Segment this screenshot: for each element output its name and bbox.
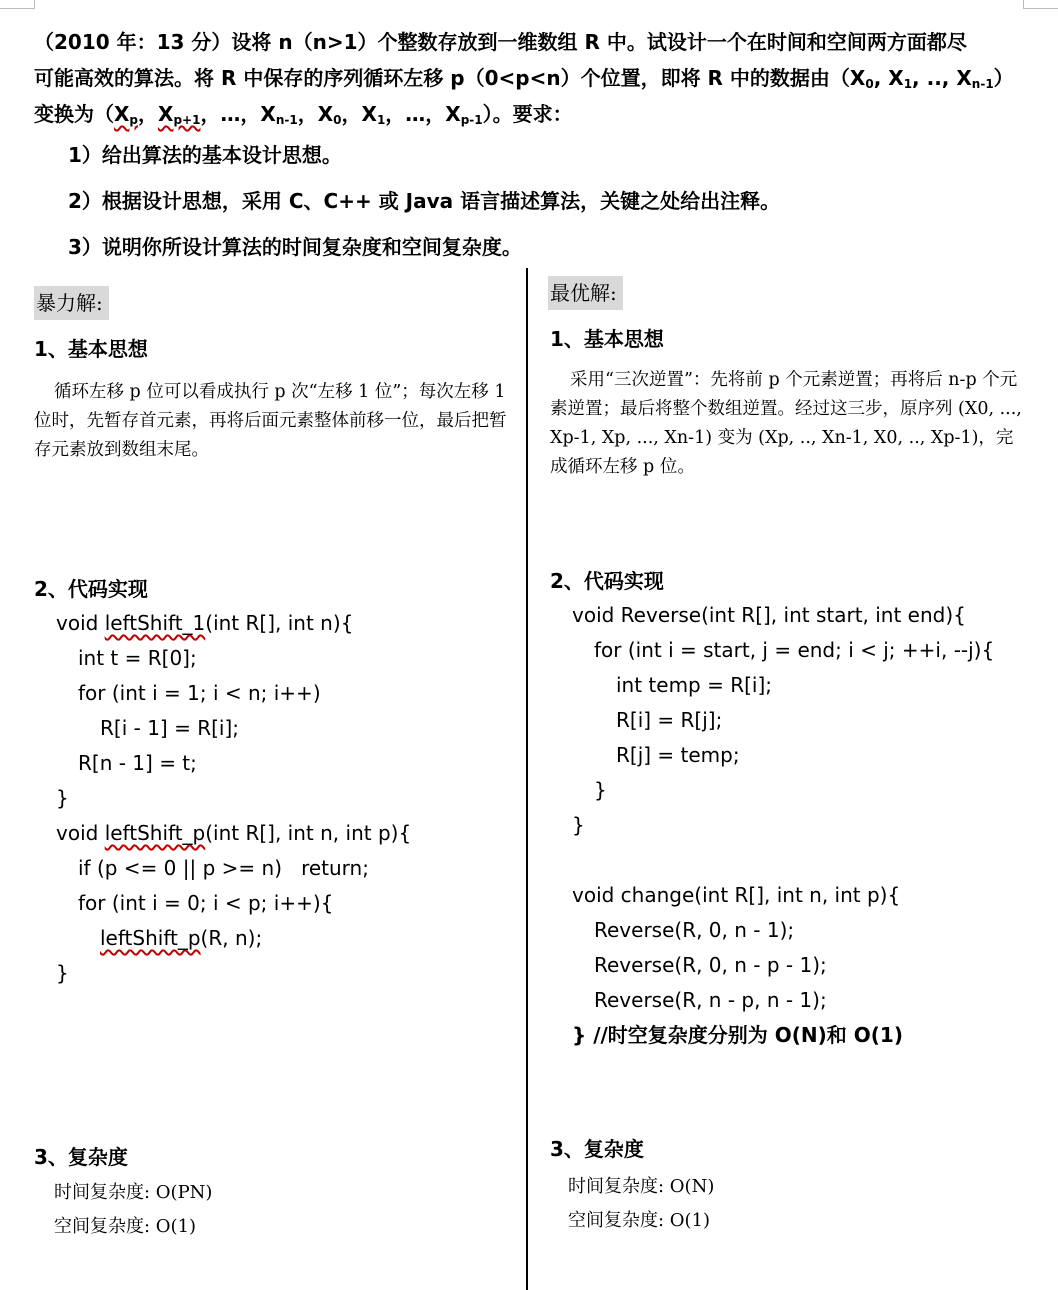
code-line: void Reverse(int R[], int start, int end){ [572, 603, 966, 627]
code-line: Reverse(R, 0, n - 1); [594, 918, 795, 942]
code-line-with-comment: } //时空复杂度分别为 O(N)和 O(1) [572, 1023, 903, 1047]
code-function-name: leftShift_1 [104, 611, 206, 635]
problem-line-2-text: , X [873, 66, 904, 90]
column-divider [526, 268, 528, 1290]
problem-line-3: 变换为（$X_p$，$X_{p+1}$，…，$X_{n-1}$，$X_0$，$X_1$，…，$X_{p-1}$）。要求： [34, 102, 573, 127]
code-text: void [56, 821, 105, 845]
problem-statement [34, 24, 1028, 270]
code-line: R[i - 1] = R[i]; [100, 716, 239, 740]
problem-line-2 [34, 60, 1028, 96]
problem-line-3-text: ）。要求： [482, 102, 573, 126]
problem-line-3-text: 变换为（ [34, 102, 114, 126]
problem-line-2-text: , .., X [912, 66, 972, 90]
code-line: R[n - 1] = t; [78, 751, 197, 775]
code-line: R[j] = temp; [616, 743, 740, 767]
code-line [572, 843, 994, 878]
right-heading-complexity: 3、复杂度 [550, 1137, 644, 1161]
code-text: (int R[], int n){ [205, 611, 354, 635]
problem-line-3-text: ，X [341, 102, 377, 126]
code-function-name: leftShift_p [104, 821, 206, 845]
subscript: p+1 [173, 113, 201, 127]
code-line: int temp = R[i]; [616, 673, 773, 697]
code-text: void [56, 611, 105, 635]
optimal-label: 最优解: [548, 276, 623, 310]
code-text: (int R[], int n, int p){ [205, 821, 412, 845]
right-heading-code: 2、代码实现 [550, 569, 664, 593]
requirement-3: 3）说明你所设计算法的时间复杂度和空间复杂度。 [68, 235, 522, 259]
subscript: p-1 [460, 113, 483, 127]
requirement-2: 2）根据设计思想，采用 C、C++ 或 Java 语言描述算法，关键之处给出注释。 [68, 189, 781, 213]
code-line [56, 816, 411, 851]
requirement-1: 1）给出算法的基本设计思想。 [68, 143, 342, 167]
right-space-complexity: 空间复杂度: O(1) [568, 1210, 711, 1231]
subscript: 0 [865, 77, 874, 91]
left-complexity [54, 1176, 212, 1244]
code-line [56, 921, 411, 956]
subscript: n-1 [275, 113, 298, 127]
subscript: n-1 [971, 77, 994, 91]
code-line: R[i] = R[j]; [616, 708, 723, 732]
problem-line-2-text: ） [993, 66, 1014, 90]
left-code-block [56, 606, 411, 991]
problem-line-1: （2010 年：13 分）设将 n（n>1）个整数存放到一维数组 R 中。试设计一个在时间和空间两方面都尽 [34, 30, 967, 54]
code-line: for (int i = 0; i < p; i++){ [78, 891, 334, 915]
code-line: for (int i = start, j = end; i < j; ++i, --j){ [594, 638, 995, 662]
code-line: for (int i = 1; i < n; i++) [78, 681, 321, 705]
right-heading-idea: 1、基本思想 [550, 327, 664, 351]
page-corner-mark-right [1023, 0, 1058, 9]
left-space-complexity: 空间复杂度: O(1) [54, 1216, 197, 1237]
left-heading-idea: 1、基本思想 [34, 337, 148, 361]
problem-line-3-text: ，…，X [385, 102, 461, 126]
brute-force-label: 暴力解: [34, 286, 109, 320]
code-text: (R, n); [200, 926, 263, 950]
code-function-name: leftShift_p [100, 926, 201, 950]
code-line: } [56, 786, 69, 810]
left-idea-text: 循环左移 p 位可以看成执行 p 次“左移 1 位”；每次左移 1 位时，先暂存首元素，再将后面元素整体前移一位，最后把暂存元素放到数组末尾。 [34, 382, 507, 460]
code-line: } [56, 961, 69, 985]
code-line: Reverse(R, n - p, n - 1); [594, 988, 827, 1012]
left-heading-complexity: 3、复杂度 [34, 1145, 128, 1169]
right-time-complexity: 时间复杂度: O(N) [568, 1176, 715, 1197]
spellcheck-underlined-term [114, 102, 138, 126]
right-idea-text: 采用“三次逆置”：先将前 p 个元素逆置；再将后 n-p 个元素逆置；最后将整个数组逆置。经过这三步，原序列 (X0, ..., Xp-1, Xp, ..., Xn-1) 变为 (Xp, .., Xn-1, X0, .., Xp-1)，完成循环左移 p 位。 [550, 370, 1022, 477]
spellcheck-underlined-term [158, 102, 200, 126]
code-line: } [572, 813, 585, 837]
code-line: void change(int R[], int n, int p){ [572, 883, 901, 907]
code-line: if (p <= 0 || p >= n) return; [78, 856, 369, 880]
problem-line-3-text: ，…，X [200, 102, 276, 126]
subscript: 1 [376, 113, 386, 127]
right-complexity [568, 1170, 714, 1238]
code-line: int t = R[0]; [78, 646, 197, 670]
problem-line-3-text: X [158, 102, 174, 126]
subscript: 1 [903, 77, 913, 91]
code-line: Reverse(R, 0, n - p - 1); [594, 953, 827, 977]
left-heading-code: 2、代码实现 [34, 577, 148, 601]
subscript: 0 [333, 113, 342, 127]
problem-line-3-text: X [114, 102, 130, 126]
problem-line-2-text: 可能高效的算法。将 R 中保存的序列循环左移 p（0<p<n）个位置，即将 R 中的数据由（X [34, 66, 866, 90]
left-time-complexity: 时间复杂度: O(PN) [54, 1182, 213, 1203]
code-line [56, 606, 411, 641]
subscript: p [129, 113, 139, 127]
page-corner-mark-left [0, 0, 35, 9]
problem-line-3-text: ，X [297, 102, 334, 126]
right-code-block [572, 598, 994, 1053]
code-line: } [594, 778, 607, 802]
